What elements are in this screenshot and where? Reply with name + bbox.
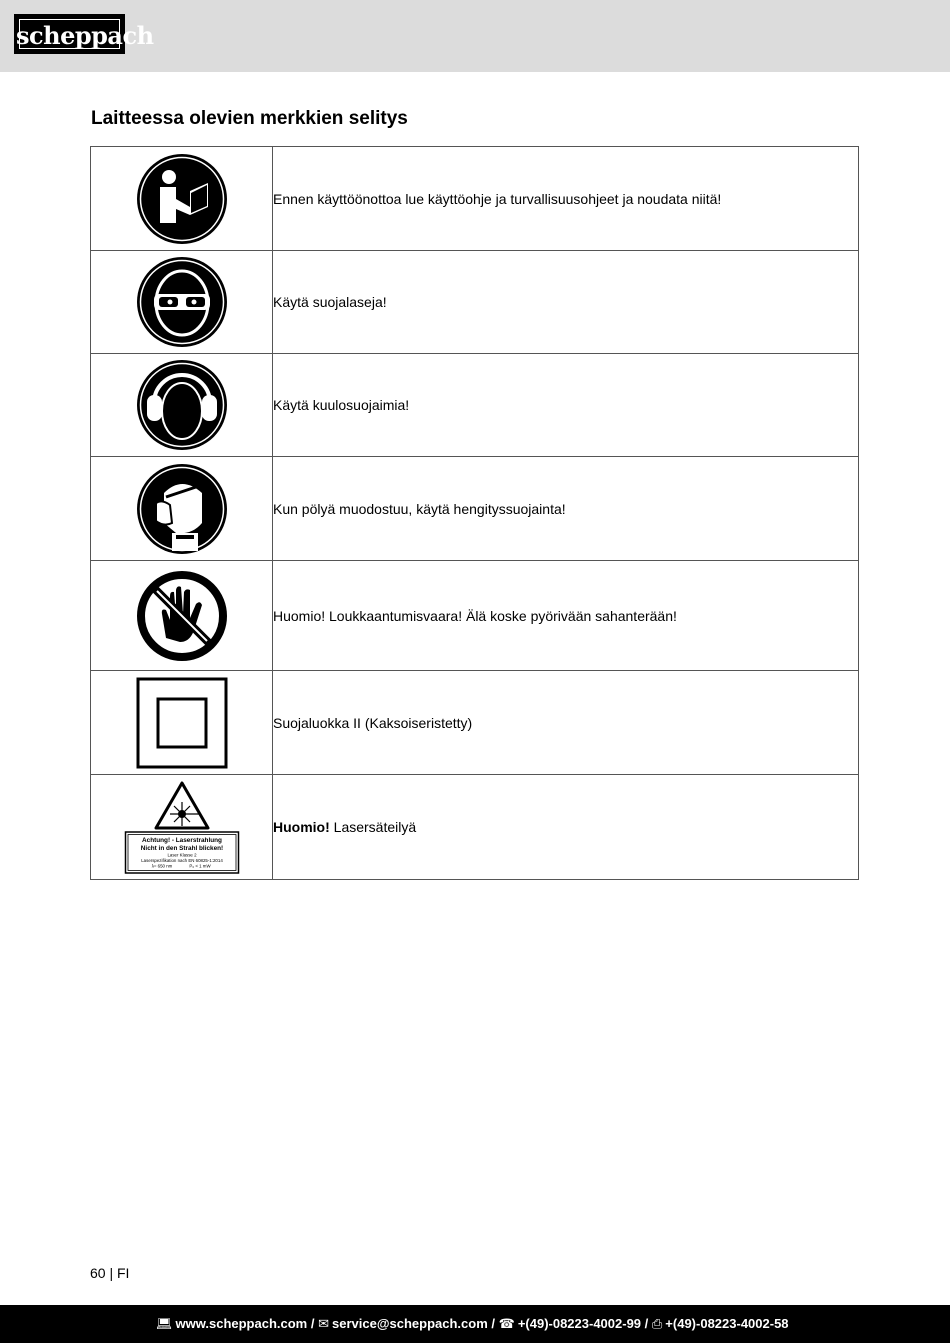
header-band — [0, 0, 950, 72]
page-title: Laitteessa olevien merkkien selitys — [91, 108, 408, 129]
footer-separator: / — [307, 1316, 319, 1331]
email-icon: ✉︎ — [318, 1316, 329, 1331]
safety-goggles-icon — [136, 256, 228, 348]
ear-protection-icon — [136, 359, 228, 451]
table-row — [91, 671, 859, 775]
icon-cell — [91, 457, 273, 561]
phone-icon: ☎︎ — [498, 1316, 515, 1331]
page-language: FI — [117, 1265, 130, 1281]
table-row — [91, 561, 859, 671]
icon-cell — [91, 775, 273, 880]
row-text-bold: Huomio! — [273, 819, 330, 835]
laser-label-line3: Laser Klasse 2 — [166, 852, 197, 858]
laser-warning-icon — [124, 780, 240, 874]
laser-label-wavelength: λ= 650 nm — [151, 863, 172, 869]
page-number-value: 60 — [90, 1265, 106, 1281]
icon-cell — [91, 671, 273, 775]
respirator-icon — [136, 463, 228, 555]
laser-label-line1: Achtung! - Laserstrahlung — [141, 837, 222, 844]
read-manual-icon — [136, 153, 228, 245]
icon-cell — [91, 147, 273, 251]
laser-label-line4: Laserspezifikation nach EN 60825-1:2014 — [140, 858, 223, 863]
table-row — [91, 147, 859, 251]
row-text — [273, 775, 859, 880]
row-text: Huomio! Loukkaantumisvaara! Älä koske pyörivään sahanterään! — [273, 561, 859, 671]
table-row — [91, 354, 859, 457]
footer-web-link[interactable]: www.scheppach.com — [175, 1316, 308, 1331]
row-text: Kun pölyä muodostuu, käytä hengityssuojainta! — [273, 457, 859, 561]
icon-cell — [91, 251, 273, 354]
row-text: Ennen käyttöönottoa lue käyttöohje ja turvallisuusohjeet ja noudata niitä! — [273, 147, 859, 251]
table-row — [91, 251, 859, 354]
footer-contacts — [156, 1305, 789, 1343]
laser-label-line2: Nicht in den Strahl blicken! — [140, 845, 223, 852]
footer-separator: / — [641, 1316, 652, 1331]
scheppach-logo: scheppach — [14, 14, 125, 54]
footer-band — [0, 1305, 950, 1343]
table-row — [91, 457, 859, 561]
table-row — [91, 775, 859, 880]
footer-email-link[interactable]: service@scheppach.com — [332, 1316, 488, 1331]
footer-separator: / — [487, 1316, 499, 1331]
icon-cell — [91, 354, 273, 457]
protection-class-ii-icon — [136, 677, 228, 769]
fax-icon: ⎙ — [651, 1316, 663, 1331]
row-text: Käytä suojalaseja! — [273, 251, 859, 354]
row-text: Suojaluokka II (Kaksoiseristetty) — [273, 671, 859, 775]
row-text-rest: Lasersäteilyä — [329, 819, 417, 835]
icon-cell — [91, 561, 273, 671]
symbol-table — [90, 146, 859, 880]
computer-icon: 💻︎ — [156, 1316, 173, 1331]
page-number: 60 | FI — [90, 1265, 130, 1281]
no-hand-icon — [136, 570, 228, 662]
footer-fax: +(49)-08223-4002-58 — [665, 1316, 789, 1331]
footer-phone: +(49)-08223-4002-99 — [517, 1316, 642, 1331]
laser-label-power: P₀ < 1 mW — [188, 863, 211, 869]
row-text: Käytä kuulosuojaimia! — [273, 354, 859, 457]
